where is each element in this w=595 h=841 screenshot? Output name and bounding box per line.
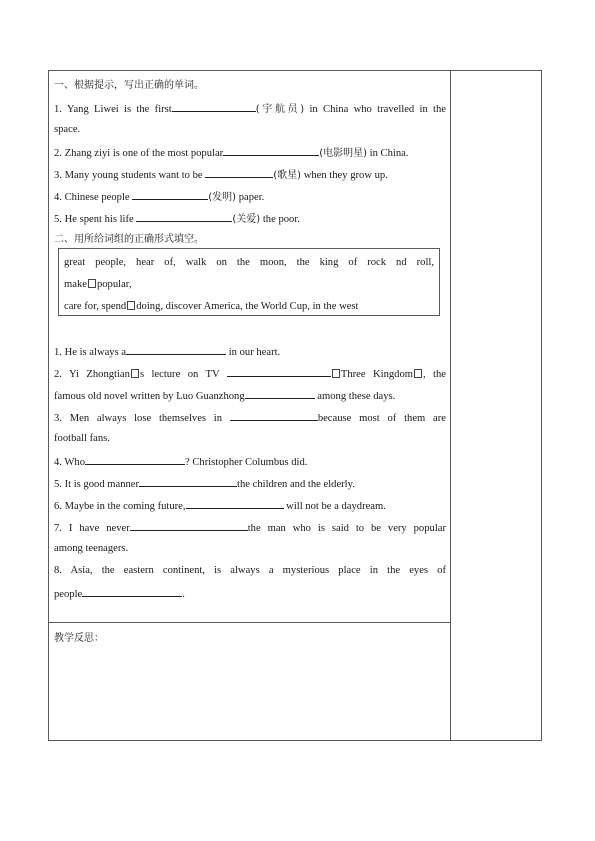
missing-glyph-box: [88, 279, 96, 288]
answer-blank[interactable]: [130, 520, 248, 531]
table-row-divider: [48, 622, 451, 623]
phrase-box-line-3: care for, spend doing, discover America, the World Cup, in the west: [64, 301, 359, 312]
missing-glyph-box: [131, 369, 139, 378]
answer-blank[interactable]: [230, 410, 318, 421]
answer-blank[interactable]: [205, 167, 273, 178]
s1-question-1-cont: space.: [54, 124, 81, 135]
s2-question-4: 4. Who ? Christopher Columbus did.: [54, 454, 446, 470]
answer-blank[interactable]: [223, 145, 319, 156]
answer-blank[interactable]: [186, 498, 284, 509]
s1-question-2: 2. Zhang ziyi is one of the most popular (电影明星) in China.: [54, 145, 446, 161]
table-column-divider: [450, 70, 451, 741]
s2-question-7: 7. I have never the man who is said to be very popular: [54, 520, 446, 536]
s1-question-4: 4. Chinese people (发明) paper.: [54, 189, 446, 205]
s2-question-2-cont: famous old novel written by Luo Guanzhong among these days.: [54, 388, 446, 404]
answer-blank[interactable]: [82, 586, 182, 597]
answer-blank[interactable]: [245, 388, 315, 399]
s2-question-3: 3. Men always lose themselves in because most of them are: [54, 410, 446, 426]
s2-question-8: 8. Asia, the eastern continent, is always a mysterious place in the eyes of: [54, 565, 446, 576]
reflection-title: 教学反思：: [54, 633, 104, 644]
answer-blank[interactable]: [136, 211, 232, 222]
missing-glyph-box: [332, 369, 340, 378]
missing-glyph-box: [414, 369, 422, 378]
answer-blank[interactable]: [85, 454, 185, 465]
s1-question-3: 3. Many young students want to be (歌星) when they grow up.: [54, 167, 446, 183]
s1-question-1: 1. Yang Liwei is the first (宇航员) in China who travelled in the: [54, 101, 446, 117]
answer-blank[interactable]: [132, 189, 208, 200]
s2-question-7-cont: among teenagers.: [54, 543, 129, 554]
answer-blank[interactable]: [172, 101, 256, 112]
missing-glyph-box: [127, 301, 135, 310]
section2-title: 二、用所给词组的正确形式填空。: [54, 234, 204, 245]
s2-question-3-cont: football fans.: [54, 433, 110, 444]
s2-question-2: 2. Yi Zhongtian s lecture on TV Three Kingdom , the: [54, 366, 446, 382]
answer-blank[interactable]: [126, 344, 226, 355]
answer-blank[interactable]: [139, 476, 237, 487]
s2-question-6: 6. Maybe in the coming future, will not be a daydream.: [54, 498, 446, 514]
answer-blank[interactable]: [227, 366, 331, 377]
section1-title: 一、根据提示，写出正确的单词。: [54, 80, 204, 91]
s2-question-5: 5. It is good manner the children and the elderly.: [54, 476, 446, 492]
phrase-box-line-2: make popular,: [64, 279, 132, 290]
s1-question-5: 5. He spent his life (关爱) the poor.: [54, 211, 446, 227]
s2-question-8-cont: people .: [54, 586, 446, 602]
phrase-box-line-1: great people, hear of, walk on the moon, the king of rock nd roll,: [64, 257, 434, 268]
s2-question-1: 1. He is always a in our heart.: [54, 344, 446, 360]
